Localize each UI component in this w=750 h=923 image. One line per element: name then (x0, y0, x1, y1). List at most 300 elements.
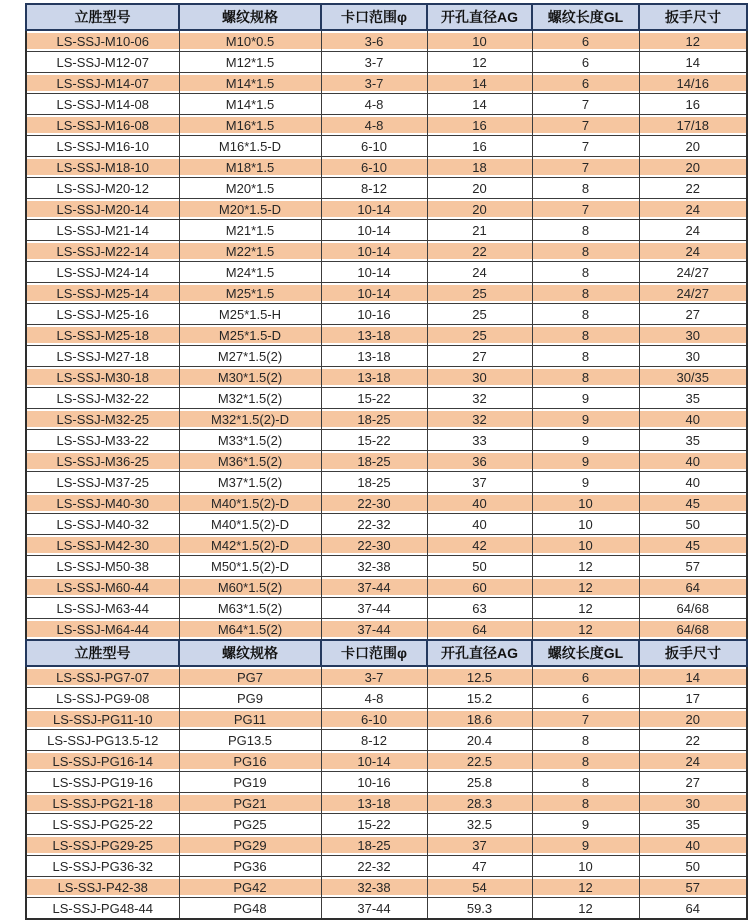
cell (26, 472, 179, 493)
cell-value: LS-SSJ-M33-22 (27, 432, 179, 448)
cell (532, 388, 639, 409)
cell-value: LS-SSJ-M25-16 (27, 306, 179, 322)
cell (639, 898, 747, 920)
cell (321, 472, 427, 493)
cell (427, 556, 532, 577)
cell (26, 304, 179, 325)
cell (179, 136, 321, 157)
cell (639, 835, 747, 856)
cell-value: 40 (640, 453, 747, 469)
cell-value: M63*1.5(2) (180, 600, 321, 616)
cell-value: 20.4 (428, 732, 532, 748)
cell (26, 367, 179, 388)
cell-value: 6-10 (322, 138, 427, 154)
table-row (26, 388, 747, 409)
cell-value: 22 (640, 180, 747, 196)
cell (179, 241, 321, 262)
cell (532, 577, 639, 598)
cell-value: 35 (640, 432, 747, 448)
cell-value: M25*1.5 (180, 285, 321, 301)
cell (26, 772, 179, 793)
cell-value: PG19 (180, 774, 321, 790)
cell-value: LS-SSJ-M25-18 (27, 327, 179, 343)
cell (532, 304, 639, 325)
cell-value: 33 (428, 432, 532, 448)
cell (179, 94, 321, 115)
cell (179, 30, 321, 52)
cell-value: LS-SSJ-PG19-16 (27, 774, 179, 790)
cell (321, 666, 427, 688)
cell-value: 9 (533, 390, 639, 406)
cell-value: LS-SSJ-P42-38 (27, 879, 179, 895)
cell-value: 15.2 (428, 690, 532, 706)
column-header (179, 640, 321, 666)
cell (427, 493, 532, 514)
cell-value: 12 (533, 900, 639, 916)
cell (427, 73, 532, 94)
cell (639, 598, 747, 619)
cell-value: M24*1.5 (180, 264, 321, 280)
cell (427, 94, 532, 115)
cell-value: 16 (428, 138, 532, 154)
cell-value: LS-SSJ-PG7-07 (27, 669, 179, 685)
cell (427, 220, 532, 241)
table-row (26, 709, 747, 730)
cell (639, 346, 747, 367)
cell-value: 8 (533, 264, 639, 280)
cell-value: LS-SSJ-M20-12 (27, 180, 179, 196)
cell (26, 241, 179, 262)
cell (532, 199, 639, 220)
cell (639, 451, 747, 472)
cell-value: 32 (428, 411, 532, 427)
cell (179, 598, 321, 619)
table-row (26, 751, 747, 772)
cell (179, 577, 321, 598)
cell-value: 10-14 (322, 201, 427, 217)
cell (639, 730, 747, 751)
cell-value: M30*1.5(2) (180, 369, 321, 385)
cell (639, 94, 747, 115)
cell (639, 304, 747, 325)
cell-value: LS-SSJ-M16-08 (27, 117, 179, 133)
cell-value: 14 (428, 96, 532, 112)
cell-value: 6 (533, 54, 639, 70)
cell-value: M36*1.5(2) (180, 453, 321, 469)
table-row (26, 619, 747, 641)
cell-value: 63 (428, 600, 532, 616)
cell-value: 3-7 (322, 75, 427, 91)
cell-value: 22 (640, 732, 747, 748)
cell-value: 40 (640, 837, 747, 853)
cell-value: M32*1.5(2)-D (180, 411, 321, 427)
cell-value: 20 (640, 159, 747, 175)
cell-value: LS-SSJ-M12-07 (27, 54, 179, 70)
table-row (26, 793, 747, 814)
cell-value: 37 (428, 837, 532, 853)
cell (321, 577, 427, 598)
cell-value: 4-8 (322, 117, 427, 133)
cell-value: 8 (533, 795, 639, 811)
cell-value: 6 (533, 690, 639, 706)
cell (532, 115, 639, 136)
cell (321, 514, 427, 535)
cell (639, 772, 747, 793)
cell-value: 4-8 (322, 96, 427, 112)
table-row (26, 535, 747, 556)
cell (427, 262, 532, 283)
spec-table-body (26, 4, 747, 919)
cell (427, 388, 532, 409)
column-header-label: 扳手尺寸 (640, 641, 746, 665)
cell-value: 6-10 (322, 711, 427, 727)
cell-value: 22 (428, 243, 532, 259)
cell-value: LS-SSJ-PG11-10 (27, 711, 179, 727)
cell (321, 367, 427, 388)
cell-value: 37-44 (322, 600, 427, 616)
cell (639, 73, 747, 94)
cell (639, 751, 747, 772)
cell (26, 199, 179, 220)
cell-value: 64/68 (640, 600, 747, 616)
column-header-label: 开孔直径AG (428, 641, 531, 665)
cell (321, 325, 427, 346)
cell-value: 6 (533, 33, 639, 49)
table-row (26, 325, 747, 346)
cell (639, 472, 747, 493)
cell (26, 751, 179, 772)
cell-value: 18-25 (322, 474, 427, 490)
cell-value: PG11 (180, 711, 321, 727)
cell (26, 409, 179, 430)
cell (321, 556, 427, 577)
cell (427, 199, 532, 220)
cell (179, 688, 321, 709)
cell (532, 898, 639, 920)
cell (639, 409, 747, 430)
cell (427, 709, 532, 730)
cell-value: M64*1.5(2) (180, 621, 321, 637)
cell-value: LS-SSJ-M60-44 (27, 579, 179, 595)
cell-value: 10 (533, 537, 639, 553)
table-row (26, 283, 747, 304)
cell (532, 856, 639, 877)
cell (26, 814, 179, 835)
cell (532, 688, 639, 709)
cell (179, 388, 321, 409)
cell (179, 856, 321, 877)
cell-value: 40 (428, 516, 532, 532)
cell-value: 22-30 (322, 537, 427, 553)
cell (532, 241, 639, 262)
cell (639, 493, 747, 514)
cell-value: 9 (533, 474, 639, 490)
column-header (26, 640, 179, 666)
cell (179, 346, 321, 367)
cell-value: 50 (640, 516, 747, 532)
table-row (26, 898, 747, 920)
cell (26, 730, 179, 751)
cell-value: 14 (428, 75, 532, 91)
cell-value: 24 (428, 264, 532, 280)
table-row (26, 367, 747, 388)
table-row (26, 304, 747, 325)
column-header (26, 4, 179, 30)
table-row (26, 556, 747, 577)
cell-value: 24/27 (640, 285, 747, 301)
cell (532, 346, 639, 367)
cell-value: 10 (533, 516, 639, 532)
cell-value: M32*1.5(2) (180, 390, 321, 406)
column-header (321, 640, 427, 666)
cell (639, 688, 747, 709)
cell (179, 835, 321, 856)
cell-value: LS-SSJ-PG29-25 (27, 837, 179, 853)
cell (532, 709, 639, 730)
cell (26, 325, 179, 346)
cell-value: 25 (428, 327, 532, 343)
cell-value: M50*1.5(2)-D (180, 558, 321, 574)
column-header-label: 卡口范围φ (322, 5, 426, 29)
cell-value: 8 (533, 180, 639, 196)
cell-value: 20 (428, 180, 532, 196)
cell (427, 346, 532, 367)
cell-value: LS-SSJ-M50-38 (27, 558, 179, 574)
cell-value: 22-32 (322, 858, 427, 874)
cell-value: 15-22 (322, 432, 427, 448)
cell-value: 20 (640, 138, 747, 154)
cell (179, 772, 321, 793)
cell (179, 220, 321, 241)
cell-value: M21*1.5 (180, 222, 321, 238)
cell (532, 730, 639, 751)
column-header-label: 螺纹长度GL (533, 5, 638, 29)
cell-value: 12 (533, 621, 639, 637)
cell (639, 793, 747, 814)
cell (427, 178, 532, 199)
cell (179, 877, 321, 898)
cell-value: LS-SSJ-M36-25 (27, 453, 179, 469)
cell (427, 793, 532, 814)
cell (427, 325, 532, 346)
cell-value: M18*1.5 (180, 159, 321, 175)
cell-value: 64/68 (640, 621, 747, 637)
cell-value: PG42 (180, 879, 321, 895)
cell (321, 856, 427, 877)
cell-value: 37 (428, 474, 532, 490)
cell (321, 898, 427, 920)
cell (26, 514, 179, 535)
cell (532, 556, 639, 577)
cell (26, 556, 179, 577)
table-row (26, 856, 747, 877)
cell (26, 709, 179, 730)
cell (427, 877, 532, 898)
cell (321, 430, 427, 451)
cell (26, 666, 179, 688)
cell-value: 10-14 (322, 753, 427, 769)
cell (532, 367, 639, 388)
table-row (26, 52, 747, 73)
cell (532, 535, 639, 556)
cell (427, 409, 532, 430)
cell-value: 8 (533, 753, 639, 769)
cell (26, 136, 179, 157)
table-row (26, 666, 747, 688)
table-row (26, 835, 747, 856)
cell (26, 856, 179, 877)
cell-value: 15-22 (322, 390, 427, 406)
cell (321, 814, 427, 835)
cell-value: PG16 (180, 753, 321, 769)
cell-value: 28.3 (428, 795, 532, 811)
cell (26, 115, 179, 136)
cell-value: 8 (533, 774, 639, 790)
table-row (26, 451, 747, 472)
cell-value: M12*1.5 (180, 54, 321, 70)
cell (179, 157, 321, 178)
cell (532, 877, 639, 898)
cell (179, 283, 321, 304)
cell-value: M14*1.5 (180, 75, 321, 91)
cell-value: 13-18 (322, 327, 427, 343)
cell-value: 8 (533, 369, 639, 385)
cell (321, 535, 427, 556)
cell (321, 241, 427, 262)
cell-value: PG36 (180, 858, 321, 874)
cell (532, 514, 639, 535)
cell (532, 772, 639, 793)
table-row (26, 178, 747, 199)
cell (179, 709, 321, 730)
cell (427, 730, 532, 751)
cell (26, 157, 179, 178)
table-row (26, 199, 747, 220)
cell-value: 24 (640, 243, 747, 259)
cell-value: 18-25 (322, 453, 427, 469)
table-row (26, 877, 747, 898)
cell-value: M40*1.5(2)-D (180, 516, 321, 532)
cell (639, 619, 747, 641)
cell-value: 18-25 (322, 837, 427, 853)
cell-value: 40 (640, 411, 747, 427)
cell-value: 40 (640, 474, 747, 490)
cell-value: 57 (640, 558, 747, 574)
cell-value: 8 (533, 348, 639, 364)
cell-value: 6 (533, 669, 639, 685)
cell-value: 32 (428, 390, 532, 406)
cell-value: 15-22 (322, 816, 427, 832)
cell-value: LS-SSJ-PG48-44 (27, 900, 179, 916)
cell (321, 199, 427, 220)
cell (321, 730, 427, 751)
cell (427, 856, 532, 877)
cell-value: LS-SSJ-M63-44 (27, 600, 179, 616)
cell (179, 619, 321, 641)
cell-value: 22-30 (322, 495, 427, 511)
cell (639, 136, 747, 157)
cell (179, 751, 321, 772)
column-header-label: 螺纹规格 (180, 641, 320, 665)
cell-value: 7 (533, 159, 639, 175)
cell-value: PG21 (180, 795, 321, 811)
column-header-label: 立胜型号 (27, 5, 178, 29)
cell (321, 709, 427, 730)
column-header (427, 4, 532, 30)
cell (639, 367, 747, 388)
cell (427, 772, 532, 793)
cell (639, 430, 747, 451)
cell (321, 178, 427, 199)
cell-value: M16*1.5 (180, 117, 321, 133)
cell (179, 73, 321, 94)
spec-table (25, 3, 748, 920)
cell (179, 493, 321, 514)
cell (532, 30, 639, 52)
cell (26, 877, 179, 898)
cell (639, 535, 747, 556)
cell (321, 346, 427, 367)
cell (427, 598, 532, 619)
cell (427, 30, 532, 52)
cell-value: LS-SSJ-M21-14 (27, 222, 179, 238)
cell-value: PG13.5 (180, 732, 321, 748)
cell-value: LS-SSJ-PG9-08 (27, 690, 179, 706)
cell-value: 45 (640, 537, 747, 553)
cell (639, 514, 747, 535)
cell-value: M10*0.5 (180, 33, 321, 49)
cell (532, 598, 639, 619)
cell (639, 220, 747, 241)
cell-value: M27*1.5(2) (180, 348, 321, 364)
column-header (532, 640, 639, 666)
table-row (26, 157, 747, 178)
column-header-label: 螺纹规格 (180, 5, 320, 29)
cell (179, 814, 321, 835)
cell-value: 4-8 (322, 690, 427, 706)
cell-value: LS-SSJ-M25-14 (27, 285, 179, 301)
cell-value: LS-SSJ-M20-14 (27, 201, 179, 217)
column-header-label: 开孔直径AG (428, 5, 531, 29)
cell-value: 12 (533, 879, 639, 895)
cell (26, 688, 179, 709)
cell (532, 94, 639, 115)
cell-value: 12 (533, 600, 639, 616)
table-row (26, 262, 747, 283)
cell (26, 493, 179, 514)
table-row (26, 493, 747, 514)
cell (427, 367, 532, 388)
cell (321, 283, 427, 304)
cell-value: 9 (533, 816, 639, 832)
cell (179, 199, 321, 220)
cell-value: LS-SSJ-M32-22 (27, 390, 179, 406)
cell (427, 666, 532, 688)
cell (179, 730, 321, 751)
cell-value: 8 (533, 306, 639, 322)
cell (427, 283, 532, 304)
cell (532, 666, 639, 688)
cell-value: LS-SSJ-M27-18 (27, 348, 179, 364)
cell (179, 178, 321, 199)
column-header (532, 4, 639, 30)
cell-value: 50 (640, 858, 747, 874)
cell-value: 8 (533, 243, 639, 259)
cell-value: 30 (640, 795, 747, 811)
cell (321, 73, 427, 94)
cell-value: 30 (428, 369, 532, 385)
cell-value: 32-38 (322, 879, 427, 895)
